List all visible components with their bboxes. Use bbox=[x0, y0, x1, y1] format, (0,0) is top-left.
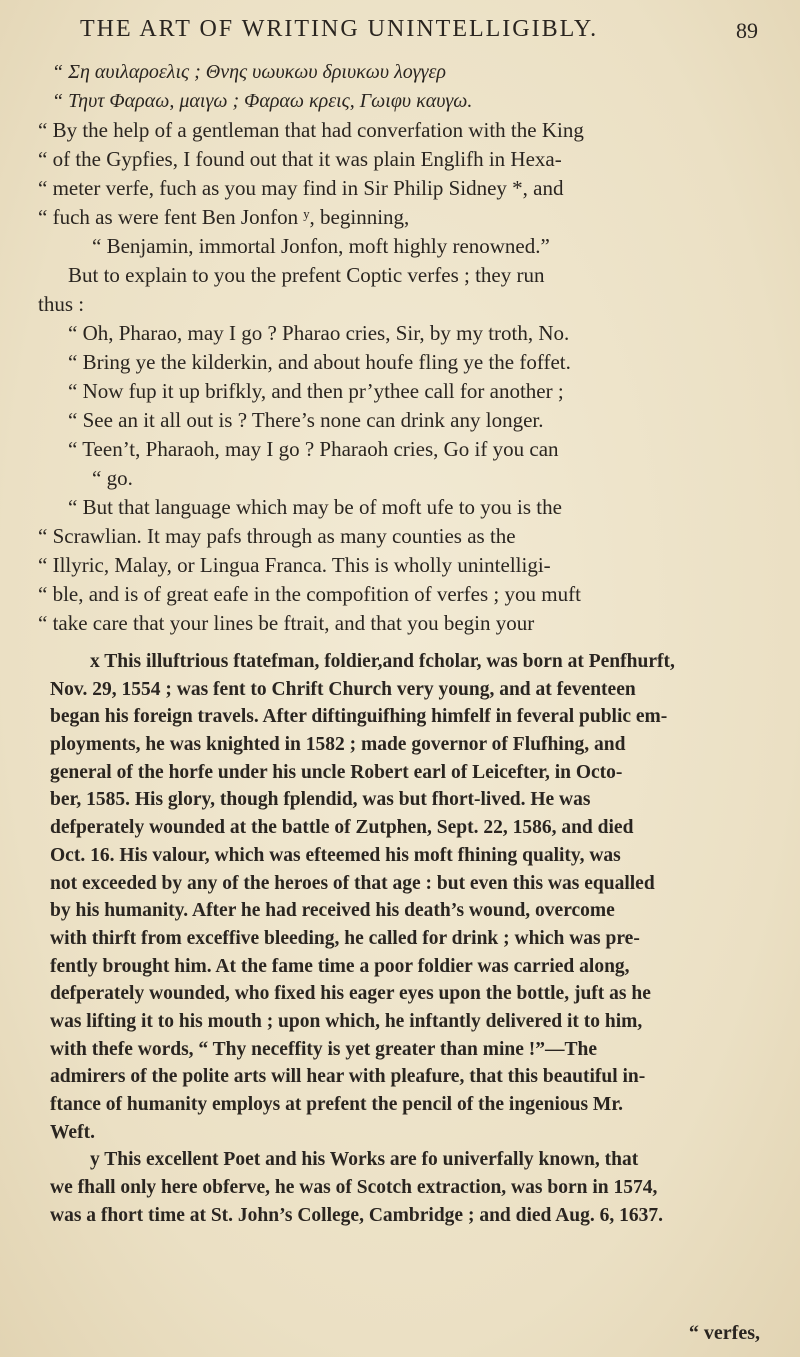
footnote-line: by his humanity. After he had received his death’s wound, overcome bbox=[50, 900, 615, 922]
text-line: thus : bbox=[38, 292, 85, 316]
verse-line: “ Oh, Pharao, may I go ? Pharao cries, Sir, by my troth, No. bbox=[68, 321, 570, 345]
footnote-line: ber, 1585. His glory, though fplendid, was but fhort-lived. He was bbox=[50, 789, 591, 811]
footnote-line: x This illuftrious ftatefman, foldier,and fcholar, was born at Penfhurft, bbox=[90, 651, 675, 672]
verse-line: “ go. bbox=[92, 466, 133, 490]
footnote-line: general of the horfe under his uncle Robert earl of Leicefter, in Octo- bbox=[50, 761, 623, 783]
page-number: 89 bbox=[736, 18, 758, 43]
verse-line: “ See an it all out is ? There’s none can drink any longer. bbox=[68, 408, 544, 432]
footnote-line: Nov. 29, 1554 ; was fent to Chrift Church very young, and at feventeen bbox=[50, 678, 636, 700]
page-header bbox=[70, 16, 770, 56]
verse-line: “ Teen’t, Pharaoh, may I go ? Pharaoh cries, Go if you can bbox=[68, 437, 559, 461]
text-line: “ Illyric, Malay, or Lingua Franca. This is wholly unintelligi- bbox=[38, 553, 551, 577]
text-line: “ fuch as were fent Ben Jonfon ʸ, beginning, bbox=[38, 205, 410, 229]
footnotes bbox=[40, 648, 785, 1229]
footnote-line: ployments, he was knighted in 1582 ; made governor of Flufhing, and bbox=[50, 734, 626, 756]
footnote-line: y This excellent Poet and his Works are fo univerfally known, that bbox=[90, 1149, 639, 1171]
footnote-line: with thirft from exceffive bleeding, he called for drink ; which was pre- bbox=[50, 927, 640, 949]
catchword: “ verfes, bbox=[688, 1322, 760, 1344]
greek-line: “ Τηυτ Φαραω, μαιγω ; Φαραω κρεις, Γωιφυ καυγω. bbox=[52, 90, 473, 112]
verse-line: “ Benjamin, immortal Jonfon, moft highly renowned.” bbox=[92, 234, 550, 258]
text-line: “ By the help of a gentleman that had converfation with the King bbox=[38, 118, 584, 142]
text-line: “ Scrawlian. It may pafs through as many counties as the bbox=[38, 524, 516, 548]
footnote-line: was lifting it to his mouth ; upon which, he inftantly delivered it to him, bbox=[50, 1010, 643, 1032]
text-line: “ But that language which may be of moft ufe to you is the bbox=[68, 495, 562, 519]
main-text bbox=[38, 58, 783, 638]
footnote-line: not exceeded by any of the heroes of that age : but even this was equalled bbox=[50, 872, 655, 894]
footnote-line: defperately wounded at the battle of Zutphen, Sept. 22, 1586, and died bbox=[50, 817, 634, 839]
footnote-line: was a fhort time at St. John’s College, Cambridge ; and died Aug. 6, 1637. bbox=[50, 1204, 663, 1226]
footnote-line: began his foreign travels. After diftinguifhing himfelf in feveral public em- bbox=[50, 706, 668, 728]
footnote-line: we fhall only here obferve, he was of Scotch extraction, was born in 1574, bbox=[50, 1177, 658, 1199]
greek-line: “ Ση αυιλαροελις ; Θνης υωυκωυ δριυκωυ λογγερ bbox=[52, 61, 446, 83]
footnote-line: defperately wounded, who fixed his eager eyes upon the bottle, juft as he bbox=[50, 983, 651, 1005]
text-line: But to explain to you the prefent Coptic verfes ; they run bbox=[68, 263, 545, 287]
text-line: “ meter verfe, fuch as you may find in Sir Philip Sidney *, and bbox=[38, 176, 564, 200]
text-line: “ ble, and is of great eafe in the compofition of verfes ; you muft bbox=[38, 582, 581, 606]
verse-line: “ Bring ye the kilderkin, and about houfe fling ye the foffet. bbox=[68, 350, 571, 374]
footnote-line: fently brought him. At the fame time a poor foldier was carried along, bbox=[50, 955, 630, 977]
running-head: THE ART OF WRITING UNINTELLIGIBLY. bbox=[80, 16, 599, 42]
footnote-line: with thefe words, “ Thy neceffity is yet greater than mine !”—The bbox=[50, 1038, 598, 1060]
footnote-line: Weft. bbox=[50, 1121, 95, 1143]
verse-line: “ Now fup it up brifkly, and then pr’ythee call for another ; bbox=[68, 379, 564, 403]
footnote-line: Oct. 16. His valour, which was efteemed his moft fhining quality, was bbox=[50, 844, 621, 866]
footnote-line: ftance of humanity employs at prefent the pencil of the ingenious Mr. bbox=[50, 1094, 624, 1115]
text-line: “ of the Gypfies, I found out that it was plain Englifh in Hexa- bbox=[38, 147, 562, 171]
footnote-line: admirers of the polite arts will hear with pleafure, that this beautiful in- bbox=[50, 1066, 646, 1088]
text-line: “ take care that your lines be ftrait, and that you begin your bbox=[38, 611, 535, 635]
